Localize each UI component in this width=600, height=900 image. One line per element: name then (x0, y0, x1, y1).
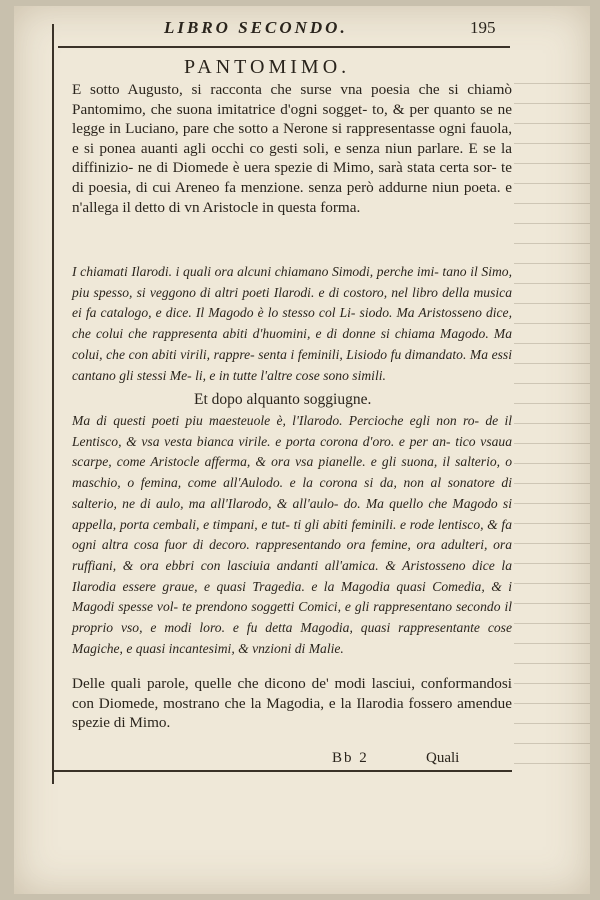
signature-mark: Bb 2 (332, 750, 369, 766)
catchword: Quali (426, 750, 460, 766)
book-page (14, 6, 590, 894)
transition-line: Et dopo alquanto soggiugne. (194, 391, 372, 408)
show-through-bleed (514, 72, 590, 772)
quotation-2: Ma di questi poeti piu maesteuole è, l'Ilarodo. Percioche egli non ro- de il Lentisco, & vsa vesta bianca virile. e porta corona d'oro. e per an- tico vsaua scarpe, come Aristocle afferma, & ora vsa pianelle. e gli suona, il salterio, o maschio, o femina, come all'Aulodo. e la corona si da, non al sonatore di salterio, ne di aulo, ma all'Ilarodo, & all'aulo- do. Ma quello che Magodo si appella, porta cembali, e timpani, e tut- ti gli abiti feminili. e rode lentisco, & fa ogni altra cosa fuor di decoro. rappresentando ora femine, ora adulteri, ora ruffiani, & ora ebbri con lasciuia andanti all'amica. & Aristosseno dice la Ilarodia essere graue, e quasi Tragedia. e la Magodia quasi Comedia, & i Magodi spesse vol- te prendono soggetti Comici, e gli rappresentano secondo il proprio vso, e modi loro. e fu detta Magodia, quasi rappresentante cose Magiche, e quasi incantesimi, & vnzioni di Malie. (72, 413, 512, 656)
left-margin-rule (52, 24, 54, 784)
bottom-rule (52, 770, 512, 772)
quotation-1: I chiamati Ilarodi. i quali ora alcuni chiamano Simodi, perche imi- tano il Simo, piu spesso, si veggono di altri poeti Ilarodi. e di costoro, nel libro della musica ei fa catalogo, e dice. Il Magodo è lo stesso col Li- siodo. Ma Aristosseno dice, che colui che rappresenta abiti d'huomini, e di donne si chiama Magodo. Ma colui, che con abiti virili, rappre- senta i feminili, Lisiodo fu dimandato. Ma essi cantano gli stessi Me- li, e in tutte l'altre cose sono simili. (72, 264, 512, 383)
body-paragraph-2: Delle quali parole, quelle che dicono de' modi lasciui, conformandosi con Diomede, mostrano che la Magodia, e la Ilarodia fossero amendue spezie di Mimo. (72, 675, 512, 732)
header-rule (58, 46, 510, 48)
page-header (164, 18, 544, 42)
running-title: LIBRO SECONDO. (164, 18, 348, 37)
page-number: 195 (470, 18, 496, 37)
body-paragraph-1: E sotto Augusto, si racconta che surse vna poesia che si chiamò Pantomimo, che suona imitatrice d'ogni sogget- to, & per quanto se ne legge in Luciano, pare che sotto a Nerone si rappresentasse ogni fauola, e si ponea auanti agli occhi co gesti soli, e senza niun parlare. E se la diffinizio- ne di Diomede è uera spezie di Mimo, sarà stata certa sor- te di poesia, di cui Areneo fa menzione. senza però addurne niun poeta. e n'allega il detto di vn Aristocle in questa forma. (72, 81, 512, 216)
section-title: PANTOMIMO. (184, 56, 351, 78)
